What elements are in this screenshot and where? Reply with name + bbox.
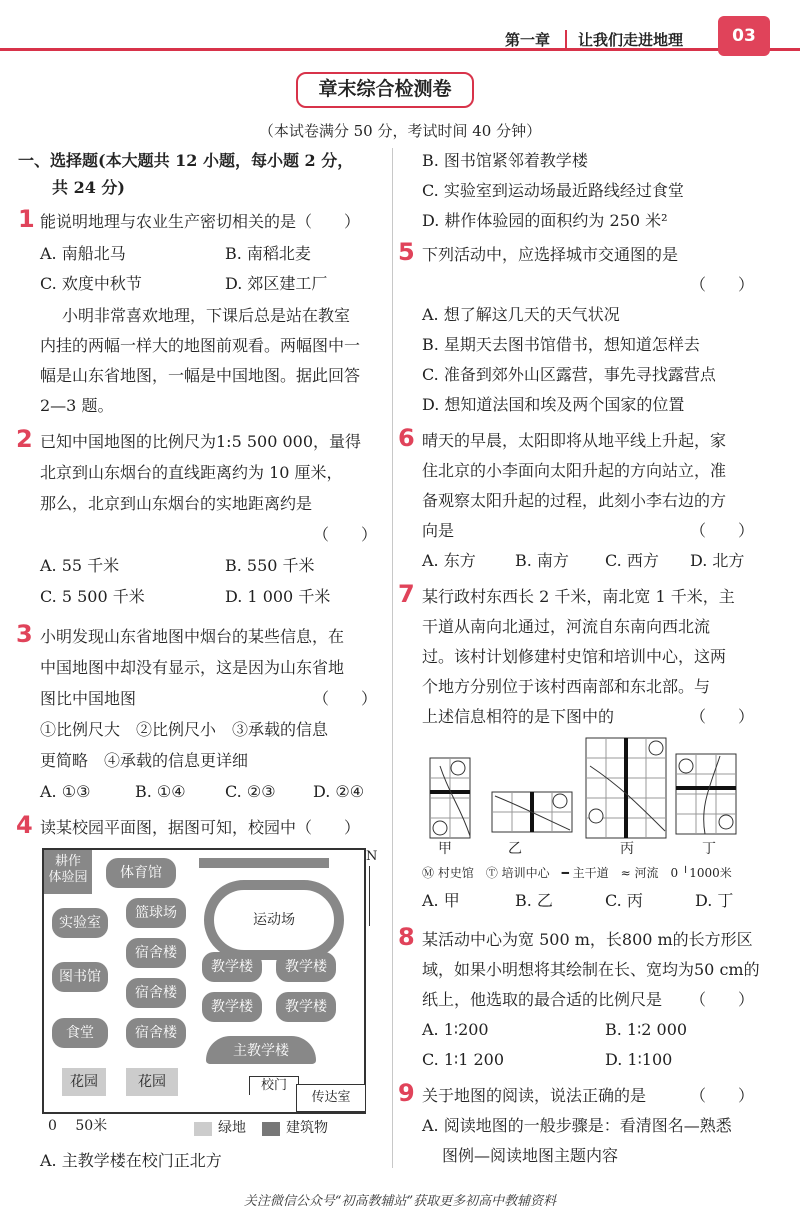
map-yi (492, 792, 572, 832)
q3-option-a: A. ①③ (40, 782, 91, 801)
q6-option-c: C. 西方 (605, 551, 659, 570)
q7-option-d: D. 丁 (695, 891, 734, 910)
q2-option-c: C. 5 500 千米 (40, 587, 145, 606)
q2-option-a: A. 55 千米 (40, 556, 120, 575)
q9-answer-paren: （ ） (690, 1086, 755, 1105)
q5-stem: 下列活动中，应选择城市交通图的是 (422, 245, 679, 264)
q2-option-d: D. 1 000 千米 (225, 587, 331, 606)
map-teach: 教学楼 (202, 992, 262, 1022)
map-farm: 耕作 体验园 (44, 850, 92, 894)
legend-green-label: 绿地 (218, 1120, 246, 1136)
q1-option-d: D. 郊区建工厂 (225, 274, 328, 293)
q2-line: 那么，北京到山东烟台的实地距离约是 (40, 494, 313, 513)
legend-building-swatch (262, 1122, 280, 1136)
map-gate: 校门 (249, 1076, 299, 1095)
q2-line: 北京到山东烟台的直线距离约为 10 厘米， (40, 463, 343, 482)
q3-answer-paren: （ ） (313, 689, 378, 708)
map-canteen: 食堂 (52, 1018, 108, 1048)
q6-option-d: D. 北方 (690, 551, 745, 570)
q6-line: 住北京的小李面向太阳升起的方向站立，准 (422, 461, 727, 480)
q9-number: 9 (398, 1079, 415, 1107)
map-teach: 教学楼 (202, 952, 262, 982)
map-garden: 花园 (62, 1068, 106, 1096)
q3-option-d: D. ②④ (313, 782, 365, 801)
q8-line: 纸上，他选取的最合适的比例尺是 (422, 990, 663, 1009)
q4-option-c: C. 实验室到运动场最近路线经过食堂 (422, 181, 684, 200)
map-garden: 花园 (126, 1068, 178, 1096)
map-road-strip (199, 858, 329, 868)
q4-option-a: A. 主教学楼在校门正北方 (40, 1151, 222, 1170)
campus-map (42, 848, 366, 1114)
q7-line: 个地方分别位于该村西南部和东北部。与 (422, 677, 711, 696)
q8-option-a: A. 1∶200 (422, 1020, 489, 1039)
q7-option-c: C. 丙 (605, 891, 643, 910)
q7-answer-paren: （ ） (690, 707, 755, 726)
q1-option-b: B. 南稻北麦 (225, 244, 311, 263)
q4-number: 4 (16, 811, 33, 839)
q2-answer-paren: （ ） (313, 525, 378, 544)
q9-stem: 关于地图的阅读，说法正确的是 (422, 1086, 647, 1105)
map-library: 图书馆 (52, 962, 108, 992)
q2-line: 已知中国地图的比例尺为1:5 500 000，量得 (40, 432, 362, 451)
q7-option-b: B. 乙 (515, 891, 553, 910)
q3-line: 中国地图中却没有显示，这是因为山东省地 (40, 658, 345, 677)
q7-line: 过。该村计划修建村史馆和培训中心，这两 (422, 647, 727, 666)
intro-line: 小明非常喜欢地理，下课后总是站在教室 (62, 306, 351, 325)
map-guard: 传达室 (296, 1084, 366, 1112)
chapter-title: 让我们走进地理 (578, 31, 684, 49)
q7-line: 干道从南向北通过，河流自东南向西北流 (422, 617, 711, 636)
q6-answer-paren: （ ） (690, 521, 755, 540)
q8-number: 8 (398, 923, 415, 951)
q5-option-a: A. 想了解这几天的天气状况 (422, 305, 620, 324)
map-scale: 0 50米 (48, 1118, 108, 1134)
q7-line: 某行政村东西长 2 千米，南北宽 1 千米，主 (422, 587, 735, 606)
map-dorm: 宿舍楼 (126, 938, 186, 968)
q5-option-b: B. 星期天去图书馆借书，想知道怎样去 (422, 335, 700, 354)
q5-option-c: C. 准备到郊外山区露营，事先寻找露营点 (422, 365, 716, 384)
q5-number: 5 (398, 238, 415, 266)
map-ding (676, 754, 736, 834)
village-map-legend: Ⓜ 村史馆 Ⓣ 培训中心 ━ 主干道 ≈ 河流 0 ╵1000米 (422, 866, 732, 880)
section-heading-cont: 共 24 分) (52, 178, 125, 197)
north-arrow-line (369, 866, 370, 926)
q1-number: 1 (18, 205, 35, 233)
map-main-building: 主教学楼 (206, 1036, 316, 1064)
q3-option-b: B. ①④ (135, 782, 186, 801)
q8-answer-paren: （ ） (690, 990, 755, 1009)
chapter-label: 第一章 (505, 31, 551, 49)
q9-option-a: A. 阅读地图的一般步骤是：看清图名—熟悉 (422, 1116, 732, 1135)
exam-title: 章末综合检测卷 (296, 72, 474, 108)
legend-green-swatch (194, 1122, 212, 1136)
map-label-ding: 丁 (702, 841, 716, 857)
page-footer: 关注微信公众号“初高教辅站”获取更多初高中教辅资料 (243, 1194, 557, 1209)
q7-line: 上述信息相符的是下图中的 (422, 707, 615, 726)
q4-option-d: D. 耕作体验园的面积约为 250 米² (422, 211, 668, 230)
q6-line: 晴天的早晨，太阳即将从地平线上升起，家 (422, 431, 727, 450)
exam-subtitle: （本试卷满分 50 分，考试时间 40 分钟） (258, 122, 542, 140)
q9-option-a-cont: 图例—阅读地图主题内容 (442, 1146, 619, 1165)
map-bing (586, 738, 666, 838)
q6-option-b: B. 南方 (515, 551, 569, 570)
map-teach: 教学楼 (276, 992, 336, 1022)
q3-number: 3 (16, 620, 33, 648)
map-label-jia: 甲 (438, 841, 452, 857)
q1-option-a: A. 南船北马 (40, 244, 126, 263)
q8-option-d: D. 1∶100 (605, 1050, 673, 1069)
q7-number: 7 (398, 580, 415, 608)
q2-number: 2 (16, 425, 33, 453)
q6-line: 向是 (422, 521, 455, 540)
header-separator (565, 30, 567, 48)
q3-line: 图比中国地图 (40, 689, 137, 708)
q1-stem: 能说明地理与农业生产密切相关的是（ ） (40, 212, 361, 231)
north-arrow: N (366, 849, 378, 864)
q2-option-b: B. 550 千米 (225, 556, 315, 575)
section-heading: 一、选择题(本大题共 12 小题，每小题 2 分， (18, 151, 354, 170)
q8-line: 域，如果小明想将其绘制在长、宽均为50 cm的 (422, 960, 760, 979)
q1-option-c: C. 欢度中秋节 (40, 274, 142, 293)
q3-line: 小明发现山东省地图中烟台的某些信息，在 (40, 627, 345, 646)
q6-line: 备观察太阳升起的过程，此刻小李右边的方 (422, 491, 727, 510)
intro-line: 内挂的两幅一样大的地图前观看。两幅图中一 (40, 336, 361, 355)
map-dorm: 宿舍楼 (126, 978, 186, 1008)
q3-statements: ①比例尺大 ②比例尺小 ③承载的信息 (40, 720, 329, 739)
map-gym: 体育馆 (106, 858, 176, 888)
q6-number: 6 (398, 424, 415, 452)
q4-option-b: B. 图书馆紧邻着教学楼 (422, 151, 588, 170)
q7-option-a: A. 甲 (422, 891, 460, 910)
q8-line: 某活动中心为宽 500 m，长800 m的长方形区 (422, 930, 753, 949)
q3-option-c: C. ②③ (225, 782, 276, 801)
q3-statements: 更简略 ④承载的信息更详细 (40, 751, 249, 770)
q5-option-d: D. 想知道法国和埃及两个国家的位置 (422, 395, 685, 414)
intro-line: 幅是山东省地图，一幅是中国地图。据此回答 (40, 366, 361, 385)
map-track: 运动场 (204, 880, 344, 960)
intro-line: 2—3 题。 (40, 396, 114, 415)
q8-option-b: B. 1∶2 000 (605, 1020, 688, 1039)
map-dorm: 宿舍楼 (126, 1018, 186, 1048)
map-basketball: 篮球场 (126, 898, 186, 928)
map-label-bing: 丙 (620, 841, 634, 857)
q6-option-a: A. 东方 (422, 551, 476, 570)
map-lab: 实验室 (52, 908, 108, 938)
map-teach: 教学楼 (276, 952, 336, 982)
q4-stem: 读某校园平面图，据图可知，校园中（ ） (40, 818, 361, 837)
map-jia (430, 758, 470, 838)
map-label-yi: 乙 (508, 841, 522, 857)
page-number: 03 (718, 16, 770, 56)
q5-answer-paren: （ ） (690, 275, 755, 294)
q8-option-c: C. 1∶1 200 (422, 1050, 504, 1069)
column-divider (392, 148, 393, 1168)
legend-building-label: 建筑物 (286, 1120, 328, 1136)
